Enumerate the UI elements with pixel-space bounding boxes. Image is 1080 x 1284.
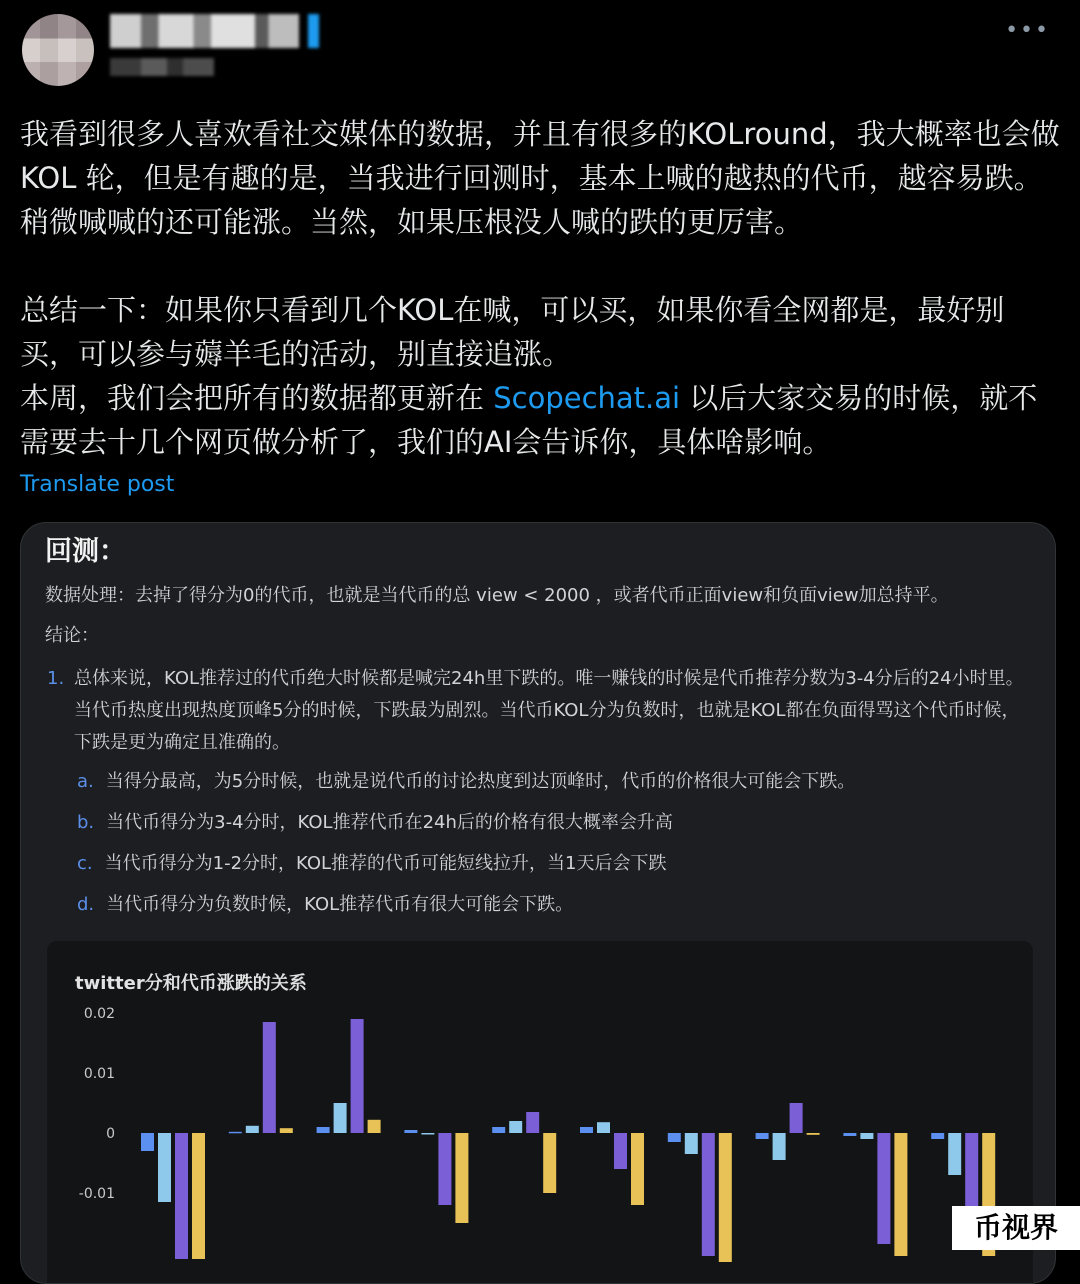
- bar-6-series-1: [580, 1127, 593, 1133]
- bar-8-series-1: [756, 1133, 769, 1139]
- bar-4-series-2: [421, 1133, 434, 1135]
- watermark: 币视界: [952, 1206, 1080, 1250]
- bar-2-series-2: [246, 1126, 259, 1133]
- bar-9-series-1: [843, 1133, 856, 1136]
- bar-9-series-4: [894, 1133, 907, 1256]
- bar-5-series-4: [543, 1133, 556, 1193]
- data-processing-note: 数据处理：去掉了得分为0的代币，也就是当代币的总 view < 2000 ，或者代币正面view和负面view加总持平。: [45, 585, 949, 606]
- bar-2-series-4: [280, 1128, 293, 1133]
- bar-1-series-2: [158, 1133, 171, 1202]
- bar-3-series-1: [317, 1127, 330, 1133]
- bar-10-series-2: [948, 1133, 961, 1175]
- list-item-text: 总体来说，KOL推荐过的代币绝大时候都是喊完24h里下跌的。唯一赚钱的时候是代币推荐分数为3-4分后的24小时里。当代币热度出现热度顶峰5分的时候，下跌最为剧烈。当代币KOL分为负数时，也就是KOL都在负面得骂这个代币时候，下跌是更为确定且准确的。: [74, 668, 1024, 753]
- bar-1-series-1: [141, 1133, 154, 1151]
- conclusion-label: 结论：: [45, 625, 99, 646]
- sub-list-item: a. 当得分最高，为5分时候，也就是说代币的讨论热度到达顶峰时，代币的价格很大可能会下跌。: [77, 771, 856, 792]
- post-paragraph-2: 总结一下：如果你只看到几个KOL在喊，可以买，如果你看全网都是，最好别买，可以参与薅羊毛的活动，别直接追涨。: [20, 293, 1005, 371]
- bar-7-series-1: [668, 1133, 681, 1142]
- sub-list-item: b. 当代币得分为3-4分时，KOL推荐代币在24h后的价格有很大概率会升高: [77, 812, 673, 833]
- y-tick-label: 0.01: [83, 1066, 115, 1082]
- chart-panel: [47, 941, 1033, 1284]
- y-tick-label: 0: [106, 1126, 115, 1142]
- avatar[interactable]: [22, 14, 94, 86]
- bar-8-series-3: [790, 1103, 803, 1133]
- bar-6-series-2: [597, 1122, 610, 1133]
- card-title: 回测：: [45, 536, 126, 567]
- bar-3-series-2: [334, 1103, 347, 1133]
- y-tick-label: -0.01: [78, 1186, 115, 1202]
- post-text: [20, 112, 1060, 464]
- sub-list-item: d. 当代币得分为负数时候，KOL推荐代币有很大可能会下跌。: [77, 894, 574, 915]
- post-paragraph-3: 本周，我们会把所有的数据都更新在 Scopechat.ai 以后大家交易的时候，就不需要去十几个网页做分析了，我们的AI会告诉你，具体啥影响。: [20, 381, 1038, 459]
- display-name[interactable]: [110, 14, 330, 48]
- bar-4-series-3: [438, 1133, 451, 1205]
- post-paragraph-1: 我看到很多人喜欢看社交媒体的数据，并且有很多的KOLround，我大概率也会做KOL 轮，但是有趣的是，当我进行回测时，基本上喊的越热的代币，越容易跌。稍微喊喊的还可能涨。当然，如果压根没人喊的跌的更厉害。: [20, 117, 1060, 239]
- user-handle: [110, 58, 214, 76]
- bar-10-series-1: [931, 1133, 944, 1139]
- translate-post-link[interactable]: Translate post: [20, 472, 175, 497]
- bar-5-series-2: [509, 1121, 522, 1133]
- bar-7-series-4: [719, 1133, 732, 1262]
- bar-3-series-3: [351, 1019, 364, 1133]
- bar-7-series-2: [685, 1133, 698, 1154]
- bar-3-series-4: [368, 1120, 381, 1133]
- y-tick-label: 0.02: [83, 1006, 115, 1022]
- bar-6-series-3: [614, 1133, 627, 1169]
- bar-9-series-2: [860, 1133, 873, 1139]
- list-item-number: 1.: [47, 668, 65, 689]
- image-card[interactable]: [20, 522, 1056, 1284]
- bar-8-series-2: [773, 1133, 786, 1160]
- scopechat-link[interactable]: Scopechat.ai: [493, 381, 681, 415]
- bar-8-series-4: [807, 1133, 820, 1135]
- bar-2-series-3: [263, 1022, 276, 1133]
- bar-chart: [47, 941, 1033, 1284]
- bar-9-series-3: [877, 1133, 890, 1244]
- sub-list-item: c. 当代币得分为1-2分时，KOL推荐的代币可能短线拉升，当1天后会下跌: [77, 853, 667, 874]
- more-options-icon[interactable]: •••: [1005, 18, 1050, 43]
- bar-4-series-1: [404, 1130, 417, 1133]
- bar-6-series-4: [631, 1133, 644, 1205]
- bar-4-series-4: [455, 1133, 468, 1223]
- bar-1-series-4: [192, 1133, 205, 1259]
- bar-5-series-1: [492, 1127, 505, 1133]
- bar-1-series-3: [175, 1133, 188, 1259]
- chart-title: twitter分和代币涨跌的关系: [75, 973, 307, 994]
- bar-2-series-1: [229, 1132, 242, 1134]
- bar-5-series-3: [526, 1112, 539, 1133]
- bar-7-series-3: [702, 1133, 715, 1256]
